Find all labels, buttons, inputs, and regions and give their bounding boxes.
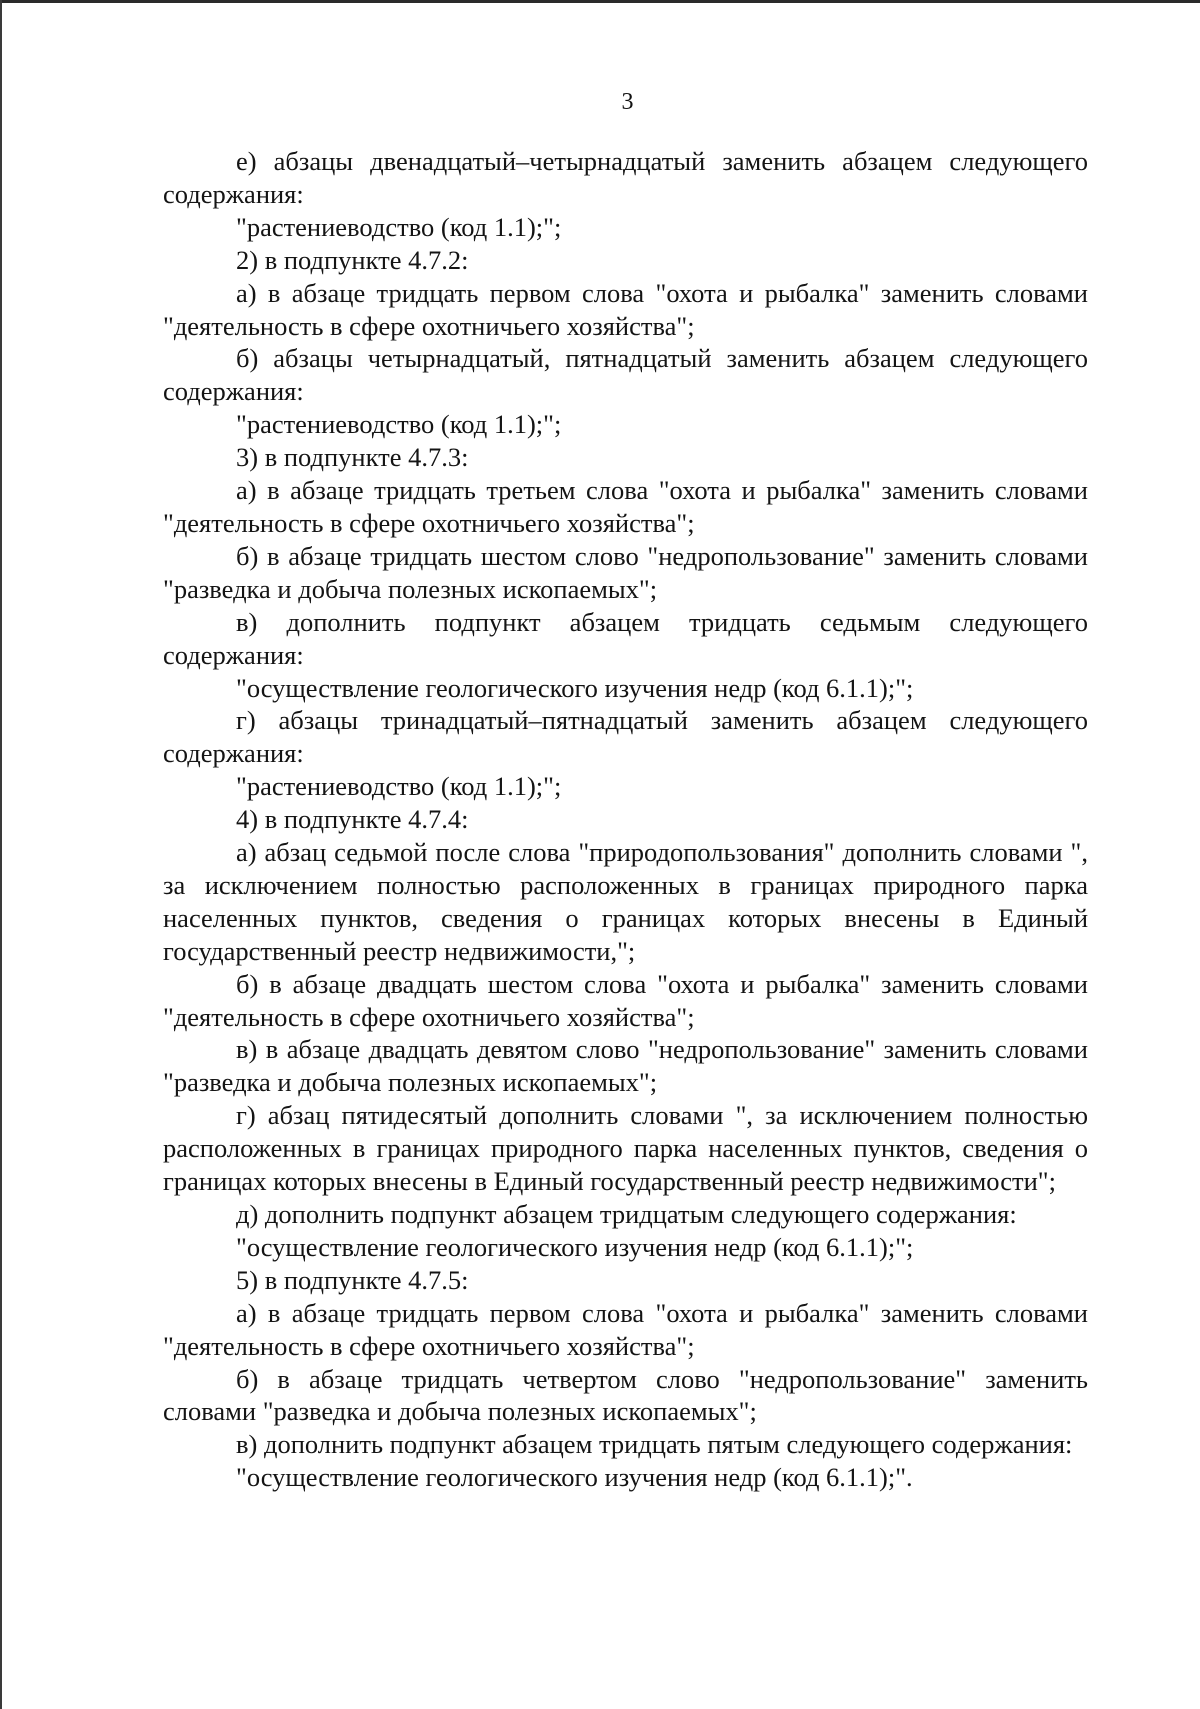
paragraph: "осуществление геологического изучения недр (код 6.1.1);";	[236, 672, 914, 703]
paragraph: а) в абзаце тридцать третьем слова "охота и рыбалка" заменить словами "деятельность в сфере охотничьего хозяйства";	[163, 475, 1088, 538]
paragraph: а) абзац седьмой после слова "природопользования" дополнить словами ", за исключением полностью расположенных в границах природного парка населенных пунктов, сведения о границах которых внесены в Единый государственный реестр недвижимости,";	[163, 837, 1088, 966]
paragraph: е) абзацы двенадцатый–четырнадцатый заменить абзацем следующего содержания:	[163, 146, 1088, 209]
paragraph: "растениеводство (код 1.1);";	[236, 771, 562, 802]
paragraph: в) в абзаце двадцать девятом слово "недропользование" заменить словами "разведка и добыча полезных ископаемых";	[163, 1034, 1088, 1098]
paragraph: д) дополнить подпункт абзацем тридцатым следующего содержания:	[236, 1199, 1017, 1229]
paragraph: 4) в подпункте 4.7.4:	[236, 804, 469, 835]
paragraph: г) абзацы тринадцатый–пятнадцатый заменить абзацем следующего содержания:	[163, 705, 1088, 769]
paragraph: в) дополнить подпункт абзацем тридцать седьмым следующего содержания:	[163, 606, 1088, 670]
paragraph: а) в абзаце тридцать первом слова "охота и рыбалка" заменить словами "деятельность в сфере охотничьего хозяйства";	[163, 277, 1088, 341]
paragraph: б) в абзаце тридцать шестом слово "недропользование" заменить словами "разведка и добыча полезных ископаемых";	[163, 540, 1088, 604]
paragraph: а) в абзаце тридцать первом слова "охота и рыбалка" заменить словами "деятельность в сфере охотничьего хозяйства";	[163, 1297, 1088, 1361]
page-number: 3	[621, 89, 634, 115]
paragraph: б) в абзаце двадцать шестом слова "охота и рыбалка" заменить словами "деятельность в сфере охотничьего хозяйства";	[163, 968, 1088, 1032]
paragraph: "осуществление геологического изучения недр (код 6.1.1);";	[236, 1231, 914, 1262]
paragraph: г) абзац пятидесятый дополнить словами ", за исключением полностью расположенных в границах природного парка населенных пунктов, сведения о границах которых внесены в Единый государственный реестр недвижимости";	[163, 1100, 1088, 1197]
paragraph: "растениеводство (код 1.1);";	[236, 409, 562, 440]
paragraph: 3) в подпункте 4.7.3:	[236, 442, 469, 473]
paragraph: б) в абзаце тридцать четвертом слово "недропользование" заменить словами "разведка и добыча полезных ископаемых";	[163, 1363, 1088, 1427]
paragraph: "осуществление геологического изучения недр (код 6.1.1);".	[236, 1462, 913, 1493]
paragraph: "растениеводство (код 1.1);";	[236, 211, 562, 242]
scan-edge-left	[0, 0, 2, 1709]
scan-edge-top	[0, 0, 1200, 3]
paragraph: 5) в подпункте 4.7.5:	[236, 1264, 469, 1295]
paragraph: 2) в подпункте 4.7.2:	[236, 244, 469, 275]
paragraph: б) абзацы четырнадцатый, пятнадцатый заменить абзацем следующего содержания:	[163, 343, 1088, 407]
paragraph: в) дополнить подпункт абзацем тридцать пятым следующего содержания:	[236, 1429, 1073, 1460]
document-body	[163, 145, 1088, 1494]
